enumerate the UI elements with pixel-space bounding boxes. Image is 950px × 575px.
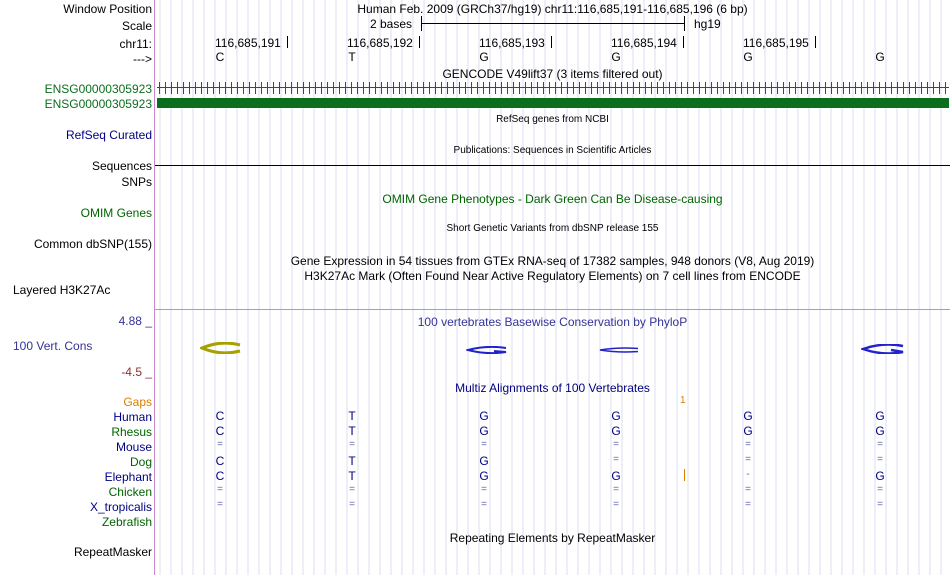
ref-base: T (348, 50, 356, 64)
species-label[interactable]: Dog (129, 455, 152, 469)
window-position-value: Human Feb. 2009 (GRCh37/hg19) chr11:116,685,191-116,685,196 (6 bp) (357, 2, 748, 16)
alignment-base: = (877, 439, 883, 450)
cons-max-value: 4.88 _ (118, 314, 152, 328)
conservation-top-rule (155, 309, 950, 310)
alignment-base: = (217, 499, 223, 510)
dbsnp-track-title[interactable]: Short Genetic Variants from dbSNP release 155 (446, 223, 659, 234)
position-label: 116,685,193 (479, 36, 545, 50)
ref-base: G (479, 50, 489, 64)
repeatmasker-label[interactable]: RepeatMasker (73, 545, 152, 559)
alignment-base: = (745, 499, 751, 510)
alignment-base: G (611, 469, 621, 483)
position-tick (815, 36, 816, 48)
alignment-base: T (348, 424, 356, 438)
ref-base: G (611, 50, 621, 64)
publications-track-title[interactable]: Publications: Sequences in Scientific Articles (453, 145, 652, 156)
gencode-item-label[interactable]: ENSG00000305923 (44, 97, 152, 111)
alignment-base: G (479, 424, 489, 438)
scale-assembly: hg19 (694, 17, 721, 31)
position-tick (551, 36, 552, 48)
alignment-base: = (217, 439, 223, 450)
alignment-base: G (479, 454, 489, 468)
conservation-track-title[interactable]: 100 vertebrates Basewise Conservation by PhyloP (417, 315, 688, 329)
alignment-base: C (215, 409, 225, 423)
scale-bar-left-cap (421, 16, 422, 31)
h3k27ac-track-title[interactable]: H3K27Ac Mark (Often Found Near Active Regulatory Elements) on 7 cell lines from ENCODE (304, 269, 801, 283)
alignment-base: - (746, 469, 750, 480)
sequences-label[interactable]: Sequences (91, 159, 152, 173)
conservation-g-logo (598, 347, 640, 353)
h3k27ac-label[interactable]: Layered H3K27Ac (13, 283, 111, 297)
alignment-base: G (875, 409, 885, 423)
gencode-exon-block[interactable] (157, 98, 949, 108)
alignment-base: G (875, 424, 885, 438)
gencode-track-title[interactable]: GENCODE V49lift37 (3 items filtered out) (442, 67, 663, 81)
alignment-base: G (743, 409, 753, 423)
scale-bar-right-cap (684, 16, 685, 31)
alignment-base: = (745, 439, 751, 450)
gaps-label[interactable]: Gaps (123, 395, 152, 409)
scale-text: 2 bases (370, 17, 413, 31)
position-tick (683, 36, 684, 48)
species-label[interactable]: Chicken (108, 485, 152, 499)
alignment-base: G (611, 424, 621, 438)
position-label: 116,685,195 (743, 36, 809, 50)
gencode-item-label[interactable]: ENSG00000305923 (44, 82, 152, 96)
chrom-label: chr11: (119, 37, 152, 51)
elephant-gap-marker (684, 469, 685, 481)
conservation-c-logo (200, 342, 242, 354)
omim-genes-label[interactable]: OMIM Genes (80, 206, 152, 220)
alignment-base: T (348, 409, 356, 423)
alignment-base: G (611, 409, 621, 423)
ref-base: G (743, 50, 753, 64)
species-label[interactable]: Mouse (115, 440, 152, 454)
position-label: 116,685,191 (215, 36, 281, 50)
alignment-base: = (745, 454, 751, 465)
refseq-curated-label[interactable]: RefSeq Curated (65, 128, 152, 142)
position-label: 116,685,192 (347, 36, 413, 50)
gtex-track-title[interactable]: Gene Expression in 54 tissues from GTEx RNA-seq of 17382 samples, 948 donors (V8, Aug 2019) (290, 254, 815, 268)
scale-label: Scale (121, 19, 152, 33)
alignment-base: T (348, 469, 356, 483)
alignment-base: = (877, 454, 883, 465)
alignment-base: = (349, 439, 355, 450)
alignment-base: = (877, 499, 883, 510)
dbsnp-label[interactable]: Common dbSNP(155) (33, 237, 152, 251)
species-label[interactable]: X_tropicalis (89, 500, 152, 514)
ref-base: C (215, 50, 225, 64)
conservation-g-logo (861, 344, 905, 354)
position-label: 116,685,194 (611, 36, 677, 50)
species-label[interactable]: Zebrafish (101, 515, 152, 529)
snps-label[interactable]: SNPs (121, 175, 152, 189)
alignment-base: C (215, 454, 225, 468)
alignment-base: G (875, 469, 885, 483)
scale-bar (421, 23, 684, 24)
label-column-divider (154, 0, 155, 575)
repeatmasker-track-title[interactable]: Repeating Elements by RepeatMasker (449, 531, 656, 545)
sequences-line (155, 165, 950, 166)
species-label[interactable]: Elephant (104, 470, 152, 484)
position-tick (419, 36, 420, 48)
alignment-base: = (349, 499, 355, 510)
alignment-base: = (349, 484, 355, 495)
cons-min-value: -4.5 _ (121, 365, 152, 379)
alignment-base: = (613, 454, 619, 465)
alignment-base: = (481, 484, 487, 495)
alignment-base: G (743, 424, 753, 438)
alignment-base: = (481, 439, 487, 450)
gap-count-mark: 1 (680, 395, 686, 406)
alignment-base: C (215, 469, 225, 483)
omim-track-title[interactable]: OMIM Gene Phenotypes - Dark Green Can Be Disease-causing (382, 192, 723, 206)
alignment-base: G (479, 409, 489, 423)
alignment-base: T (348, 454, 356, 468)
conservation-label[interactable]: 100 Vert. Cons (13, 339, 93, 353)
alignment-base: = (745, 484, 751, 495)
alignment-base: G (479, 469, 489, 483)
species-label[interactable]: Rhesus (111, 425, 152, 439)
multiz-track-title[interactable]: Multiz Alignments of 100 Vertebrates (455, 381, 650, 395)
alignment-base: = (217, 484, 223, 495)
refseq-track-title[interactable]: RefSeq genes from NCBI (496, 114, 609, 125)
alignment-base: = (613, 439, 619, 450)
species-label[interactable]: Human (113, 410, 152, 424)
alignment-base: = (613, 499, 619, 510)
alignment-base: = (613, 484, 619, 495)
ref-base: G (875, 50, 885, 64)
alignment-base: = (877, 484, 883, 495)
strand-label: ---> (133, 52, 152, 66)
conservation-g-logo (466, 346, 508, 354)
alignment-base: = (481, 499, 487, 510)
alignment-base: C (215, 424, 225, 438)
position-tick (287, 36, 288, 48)
gencode-intron-line[interactable] (157, 82, 949, 94)
window-position-label: Window Position (63, 2, 152, 16)
